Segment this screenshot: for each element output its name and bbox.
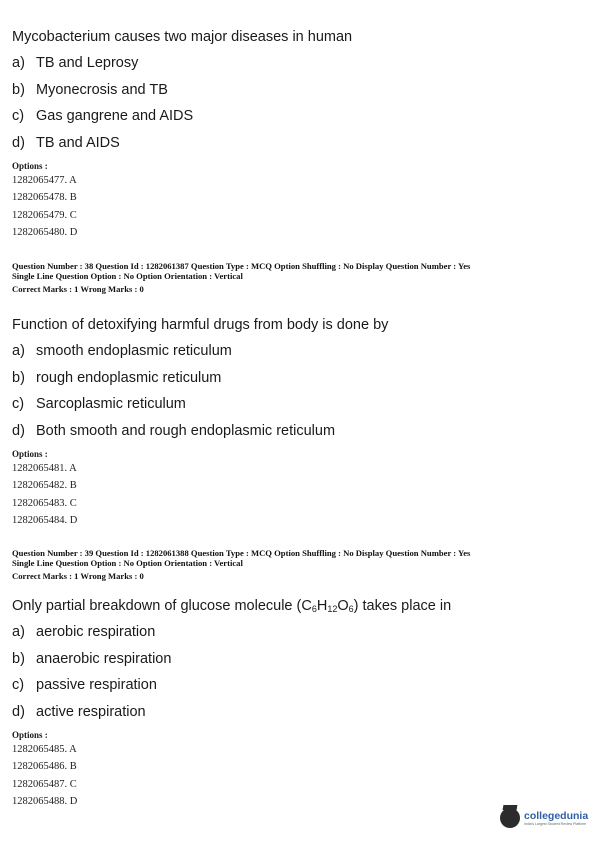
meta-line: Question Number : 38 Question Id : 1282061387 Question Type : MCQ Option Shuffling : No Display Question Number : Yes	[12, 261, 471, 271]
option-c: c) passive respiration	[12, 677, 157, 693]
option-id: 1282065478. B	[12, 192, 77, 204]
option-id: 1282065483. C	[12, 497, 77, 509]
marks-line: Correct Marks : 1 Wrong Marks : 0	[12, 284, 144, 294]
option-b: b) anaerobic respiration	[12, 650, 172, 667]
question-meta-39	[12, 548, 572, 581]
option-id: 1282065487. C	[12, 778, 77, 790]
option-id: 1282065482. B	[12, 480, 77, 492]
option-id: 1282065481. A	[12, 463, 77, 474]
meta-line: Single Line Question Option : No Option Orientation : Vertical	[12, 558, 243, 568]
meta-line: Question Number : 39 Question Id : 1282061388 Question Type : MCQ Option Shuffling : No Display Question Number : Yes	[12, 548, 471, 558]
question-meta-38	[12, 261, 572, 294]
option-a: a) aerobic respiration	[12, 624, 156, 640]
option-c: c) Sarcoplasmic reticulum	[12, 396, 186, 412]
option-id: 1282065484. D	[12, 514, 78, 526]
options-label: Options :	[12, 161, 48, 171]
option-id: 1282065480. D	[12, 226, 78, 238]
option-b: b) rough endoplasmic reticulum	[12, 369, 222, 386]
collegedunia-logo	[500, 803, 592, 833]
meta-line: Single Line Question Option : No Option Orientation : Vertical	[12, 271, 243, 281]
option-a: a) smooth endoplasmic reticulum	[12, 343, 232, 359]
option-id: 1282065486. B	[12, 761, 77, 773]
option-d: d) TB and AIDS	[12, 134, 120, 151]
logo-tagline: India's Largest Student Review Platform	[524, 821, 587, 826]
question-block-38	[12, 312, 587, 529]
option-id: 1282065477. A	[12, 175, 77, 186]
options-label: Options :	[12, 449, 48, 459]
question-block-1	[12, 24, 587, 241]
marks-line: Correct Marks : 1 Wrong Marks : 0	[12, 571, 144, 581]
option-id: 1282065479. C	[12, 209, 77, 221]
option-b: b) Myonecrosis and TB	[12, 81, 168, 98]
question-text: Function of detoxifying harmful drugs from body is done by	[12, 317, 389, 333]
option-id: 1282065488. D	[12, 795, 78, 807]
options-label: Options :	[12, 730, 48, 740]
question-block-39	[12, 593, 587, 810]
question-text: Mycobacterium causes two major diseases in human	[12, 29, 353, 45]
option-d: d) active respiration	[12, 703, 146, 720]
option-d: d) Both smooth and rough endoplasmic reticulum	[12, 422, 336, 439]
option-id: 1282065485. A	[12, 744, 77, 755]
option-a: a) TB and Leprosy	[12, 55, 139, 71]
question-text: Only partial breakdown of glucose molecule $(C_6H_{12}O_6)$ takes place in	[12, 598, 452, 614]
logo-name: collegedunia	[524, 809, 589, 822]
graduation-cap-icon	[500, 808, 520, 828]
option-c: c) Gas gangrene and AIDS	[12, 108, 194, 124]
